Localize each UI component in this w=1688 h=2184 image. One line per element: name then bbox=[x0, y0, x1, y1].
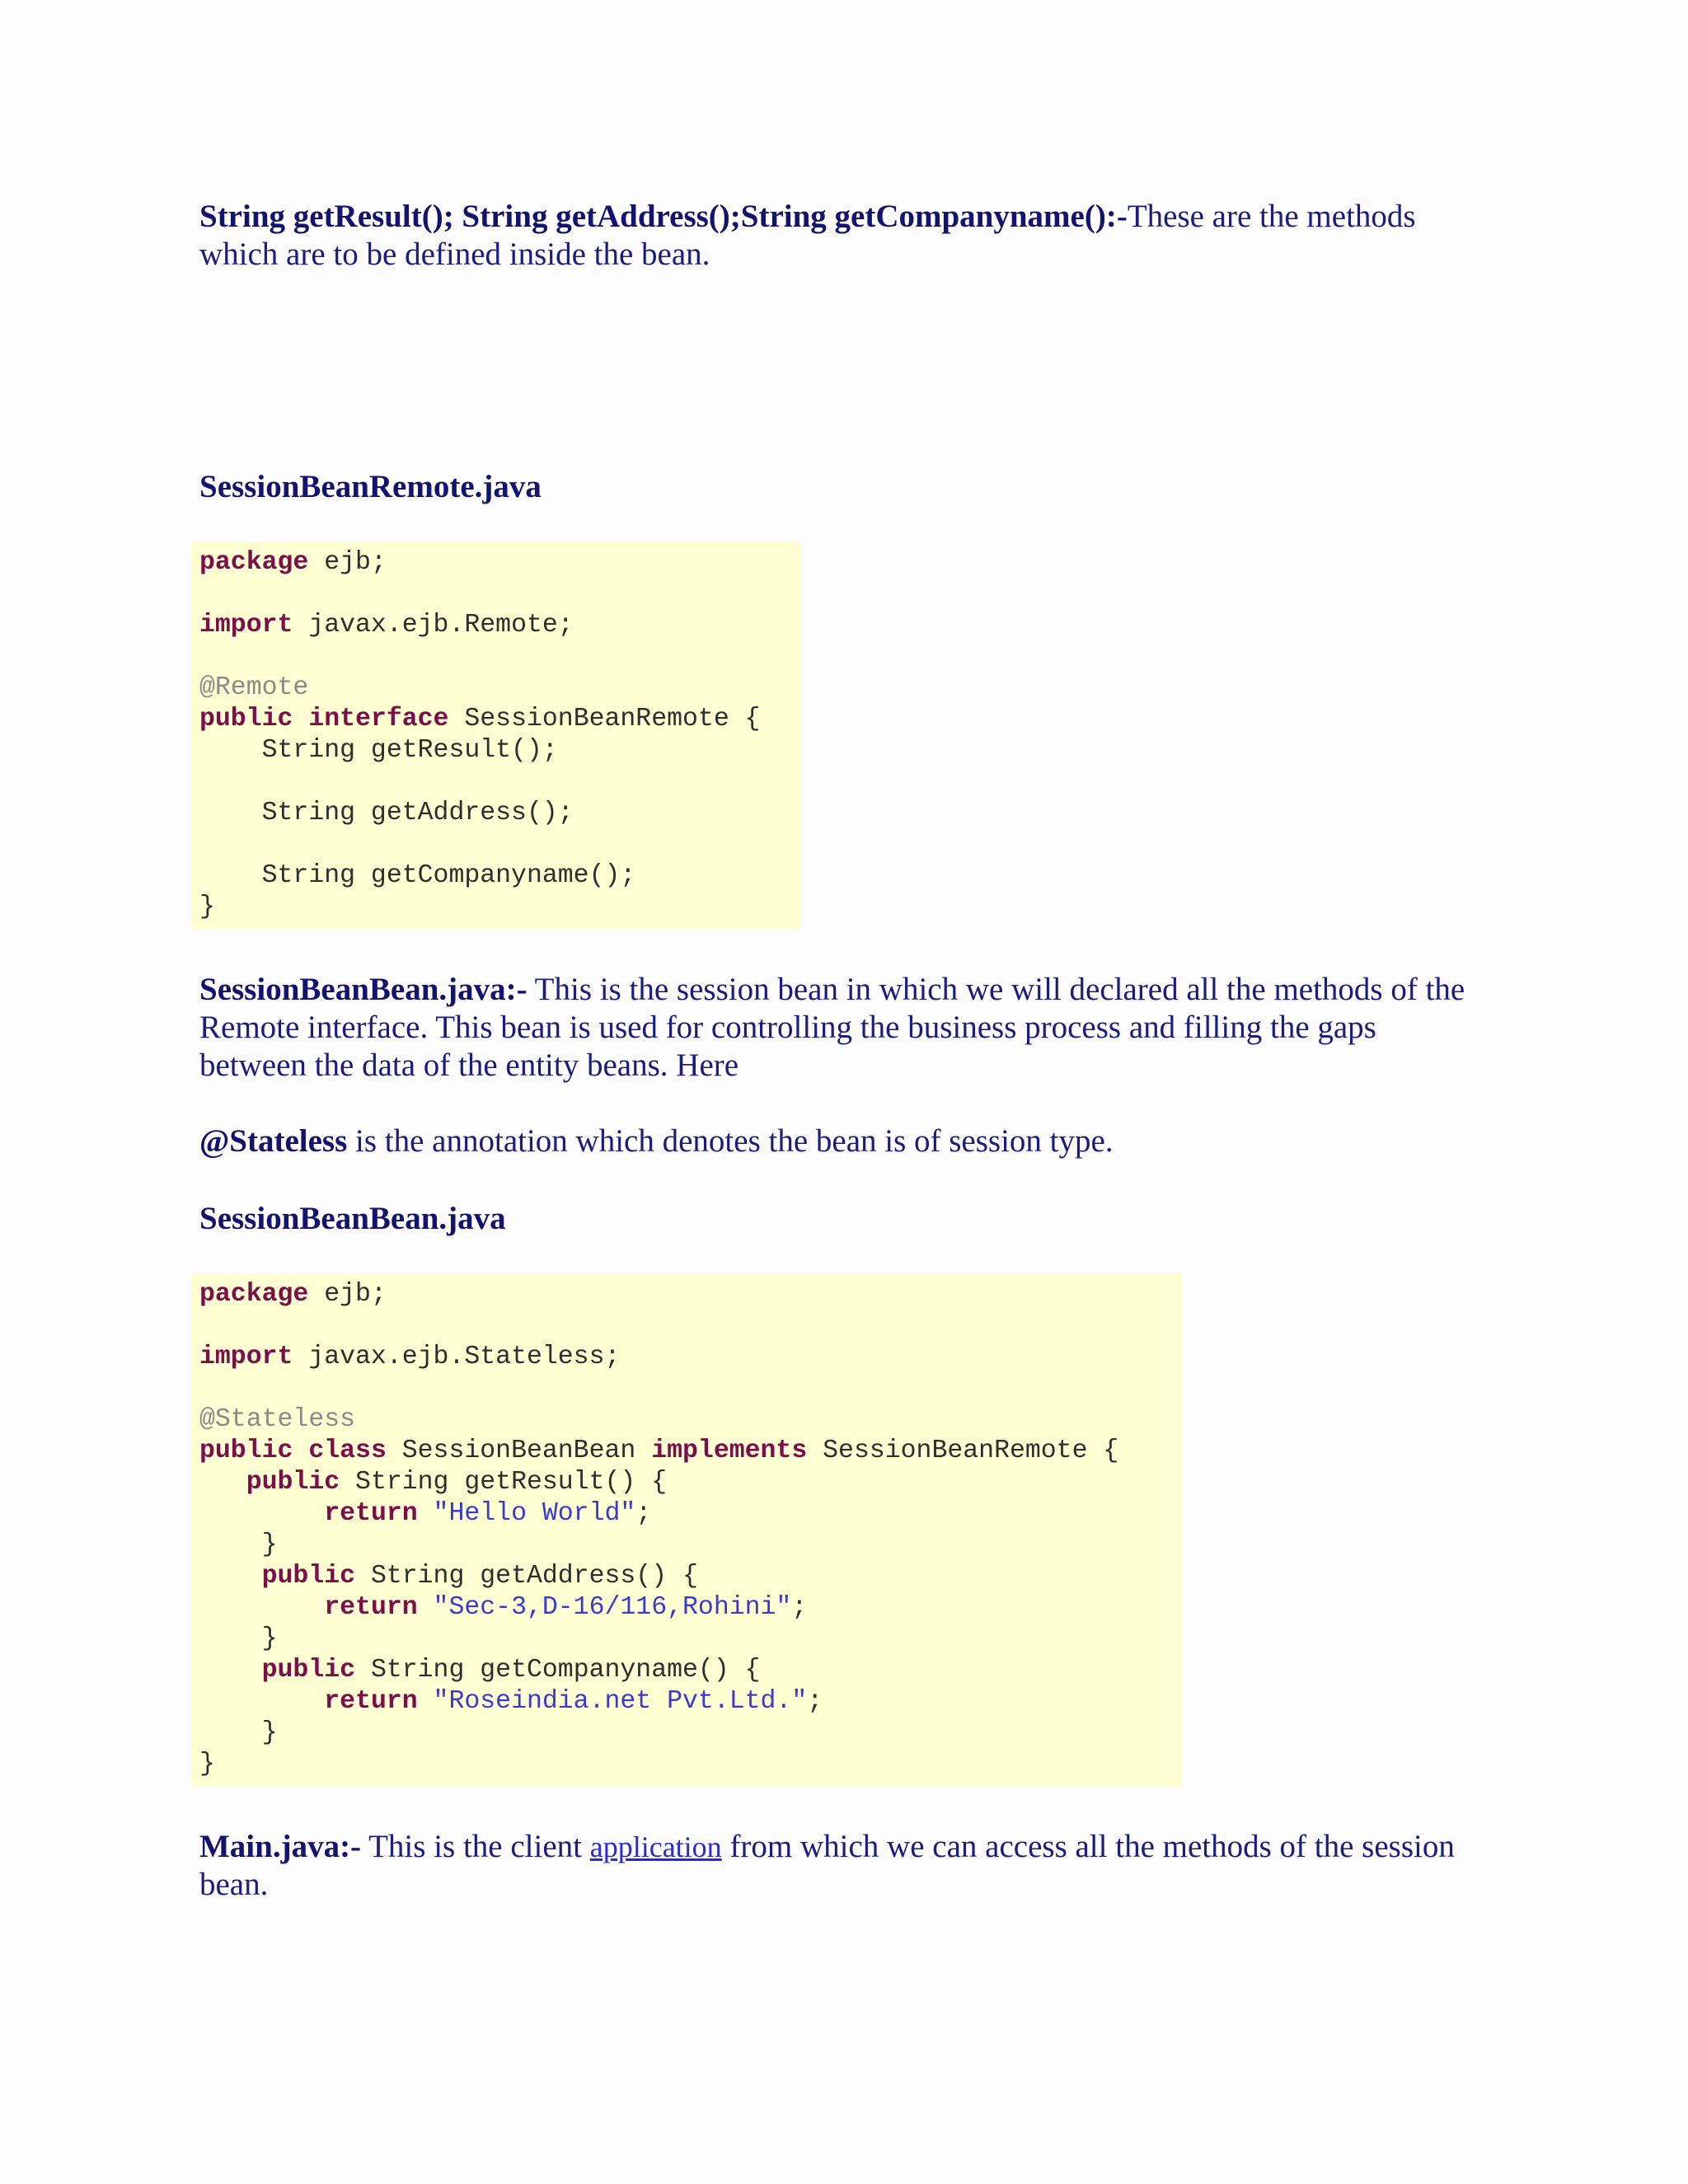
remote-file-heading: SessionBeanRemote.java bbox=[199, 469, 542, 504]
bean-description-paragraph bbox=[199, 971, 1485, 1085]
code-line: } bbox=[199, 893, 215, 921]
code-line: String getCompanyname(); bbox=[199, 861, 636, 890]
code-line: } bbox=[199, 1624, 278, 1653]
code-line-blank bbox=[199, 766, 793, 798]
code-line: public String getAddress() { bbox=[261, 1562, 698, 1591]
code-line: return "Hello World"; bbox=[324, 1499, 652, 1528]
code-line: import javax.ejb.Remote; bbox=[199, 611, 574, 640]
code-line-blank bbox=[199, 579, 793, 610]
stateless-annotation-bold: @Stateless bbox=[199, 1123, 348, 1159]
code-line: package ejb; bbox=[199, 1280, 387, 1309]
remote-code-block bbox=[191, 542, 801, 930]
code-line: return "Roseindia.net Pvt.Ltd."; bbox=[324, 1687, 823, 1716]
main-description-text-before: This is the client bbox=[361, 1829, 590, 1864]
code-line-blank bbox=[199, 829, 793, 860]
main-description-paragraph bbox=[199, 1828, 1485, 1904]
code-line-blank bbox=[199, 641, 793, 673]
application-link[interactable]: application bbox=[589, 1830, 722, 1863]
stateless-description-paragraph bbox=[199, 1122, 1485, 1160]
code-line: String getAddress(); bbox=[199, 799, 574, 827]
code-line: String getResult(); bbox=[199, 736, 558, 765]
methods-intro-text: These are the methods which are to be defined inside the bean. bbox=[199, 199, 1416, 272]
code-line-blank bbox=[199, 1373, 1174, 1404]
code-line: } bbox=[199, 1530, 278, 1559]
code-line: public String getResult() { bbox=[246, 1468, 668, 1497]
main-file-bold: Main.java:- bbox=[199, 1829, 362, 1864]
code-line: public interface SessionBeanRemote { bbox=[199, 705, 761, 733]
bean-file-heading: SessionBeanBean.java bbox=[199, 1201, 506, 1236]
code-line: public class SessionBeanBean implements SessionBeanRemote { bbox=[199, 1436, 1119, 1465]
bean-code-block bbox=[191, 1274, 1182, 1787]
code-line: import javax.ejb.Stateless; bbox=[199, 1343, 621, 1371]
code-line: @Remote bbox=[199, 673, 309, 702]
code-line-blank bbox=[199, 1310, 1174, 1342]
stateless-description-text: is the annotation which denotes the bean is of session type. bbox=[347, 1123, 1114, 1159]
main-description-text-after: from which we can access all the methods of the session bean. bbox=[199, 1829, 1455, 1902]
code-line: public String getCompanyname() { bbox=[261, 1656, 761, 1685]
code-line: @Stateless bbox=[199, 1405, 356, 1434]
bean-description-text: This is the session bean in which we will declared all the methods of the Remote interface. This bean is used for controlling the business process and filling the gaps between the data of the entity beans. Here bbox=[199, 972, 1465, 1083]
code-line: return "Sec-3,D-16/116,Rohini"; bbox=[324, 1593, 808, 1622]
code-line: } bbox=[199, 1718, 278, 1747]
code-line: package ejb; bbox=[199, 548, 387, 577]
bean-file-bold: SessionBeanBean.java:- bbox=[199, 972, 528, 1007]
methods-intro-paragraph bbox=[199, 198, 1485, 274]
code-line: } bbox=[199, 1750, 215, 1779]
methods-signature-bold: String getResult(); String getAddress();String getCompanyname():- bbox=[199, 199, 1128, 234]
